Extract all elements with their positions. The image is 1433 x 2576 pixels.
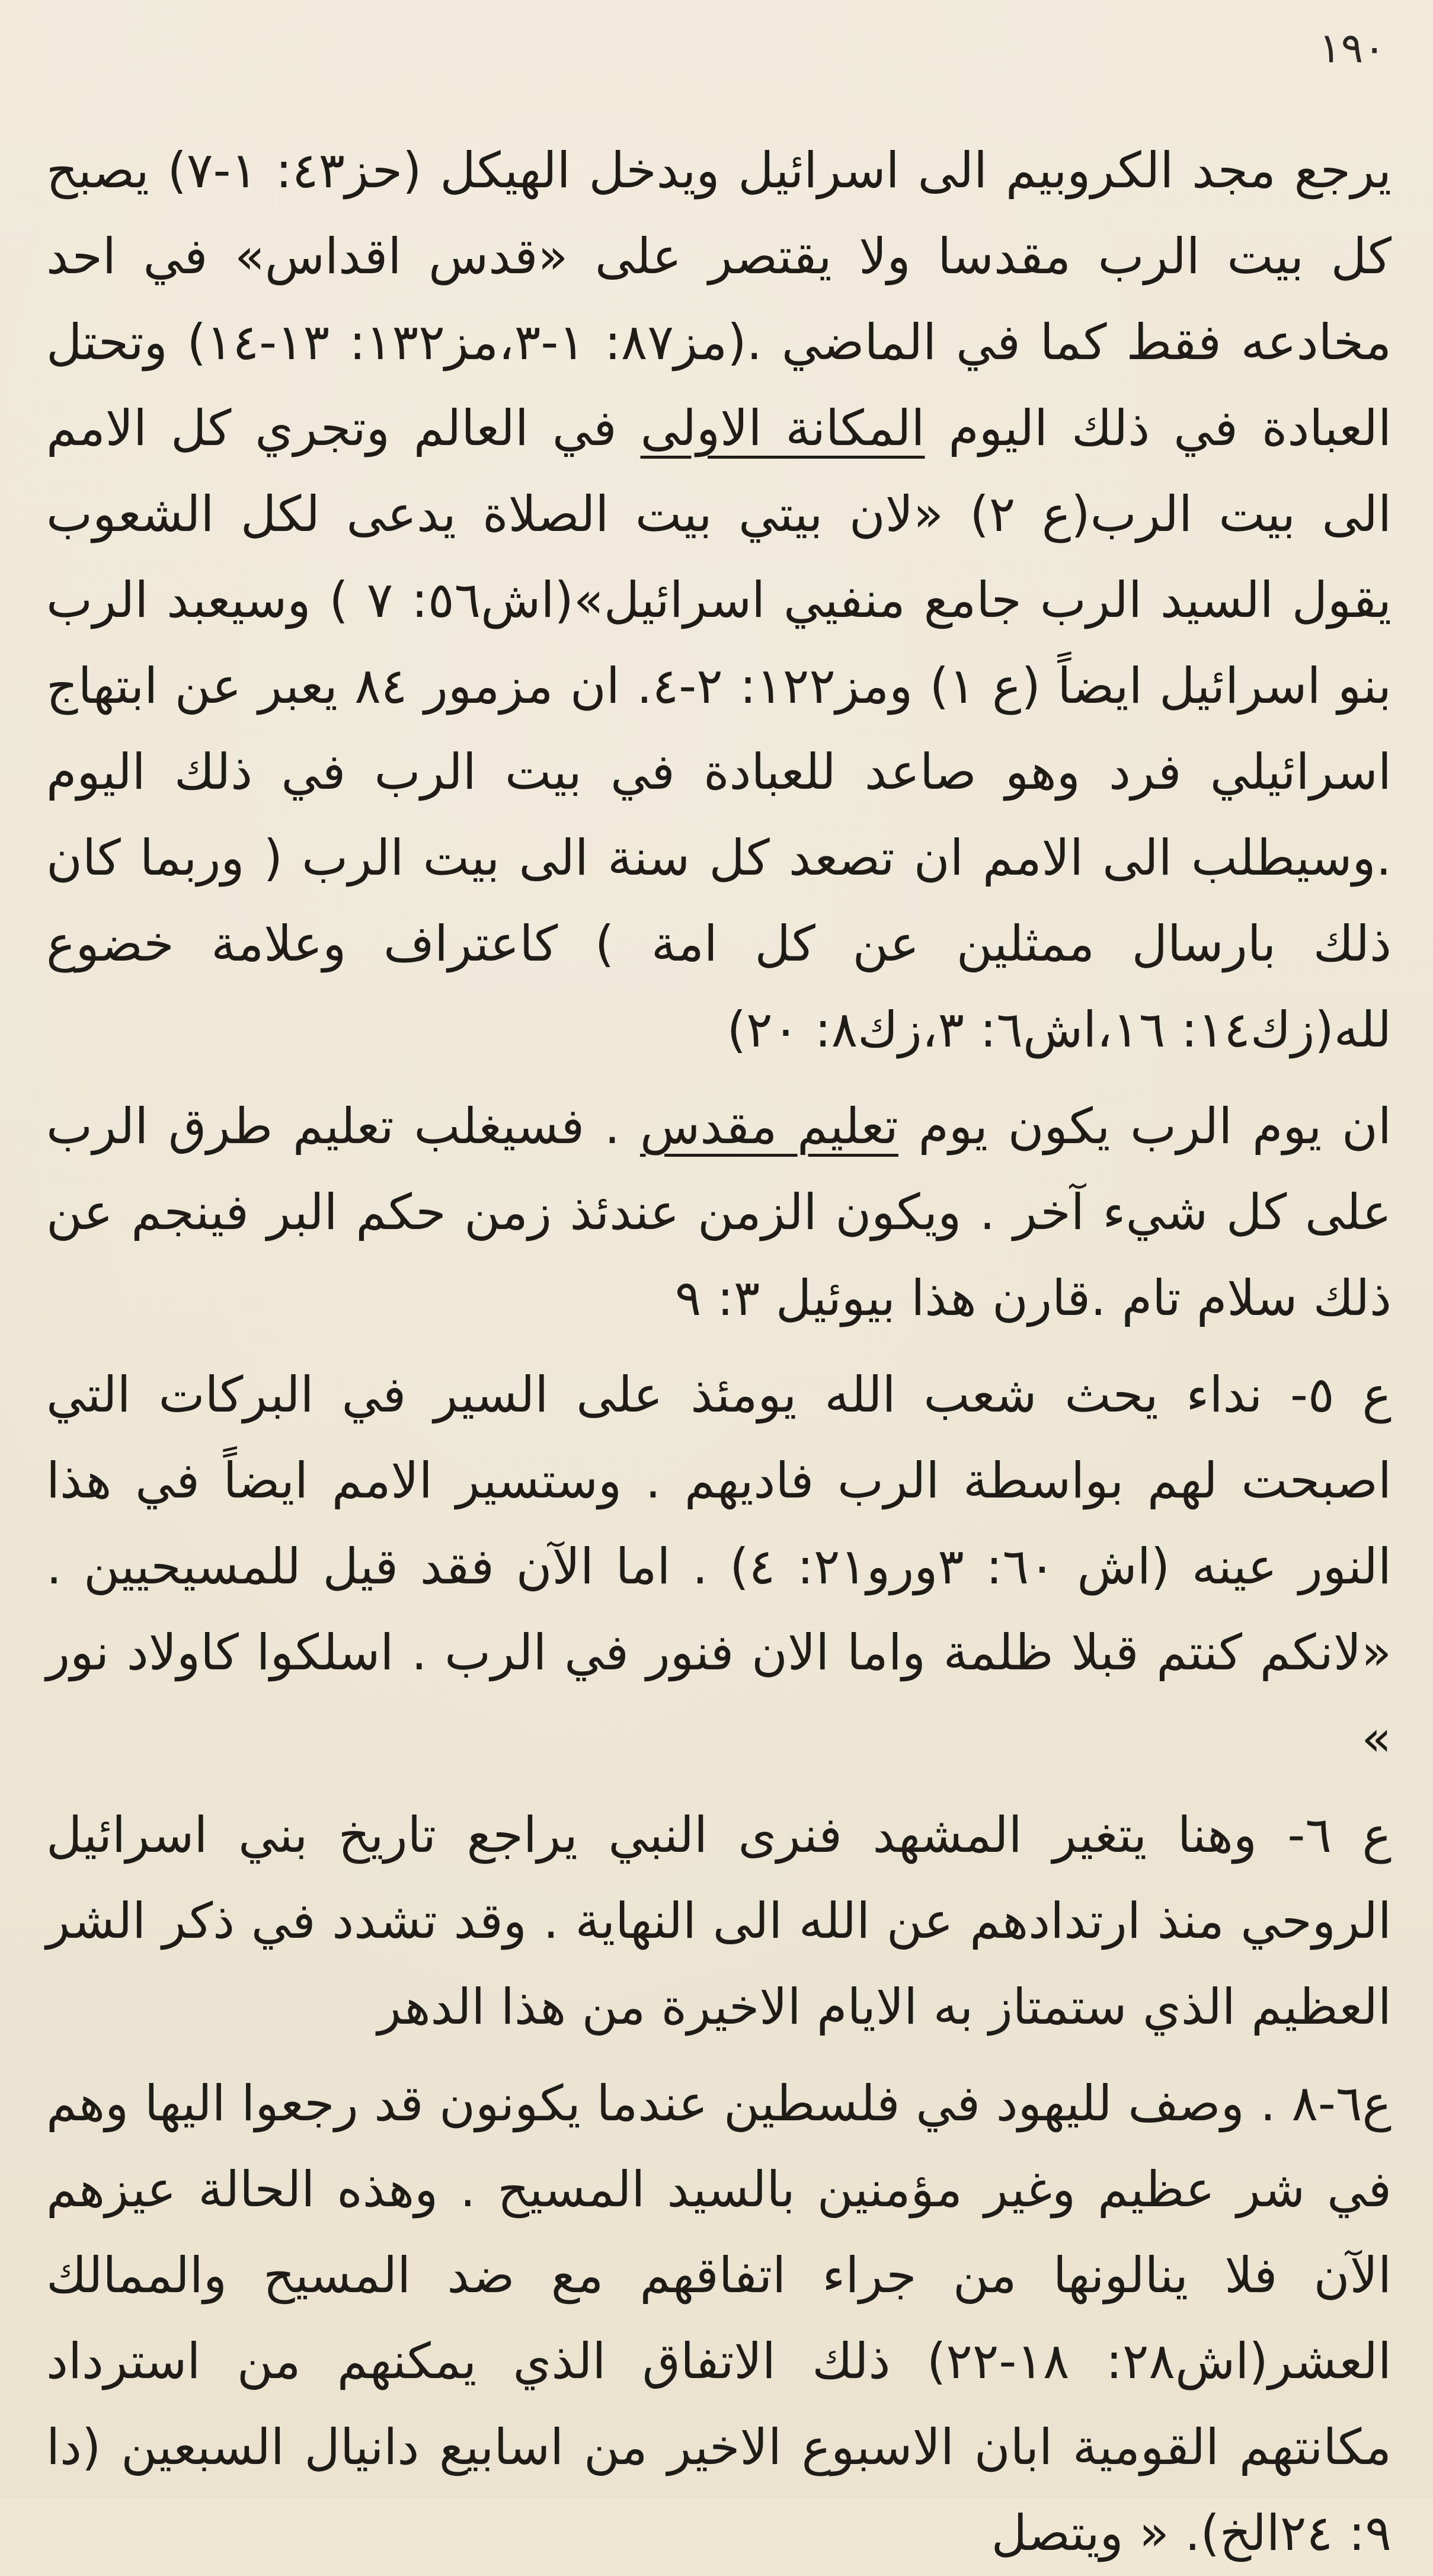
- paragraph-4: [46, 1792, 1392, 2050]
- paragraph-2-rest: . فسيغلب تعليم طرق الرب على كل شيء آخر . ويكون الزمن عندئذ زمن حكم البر فينجم عن ذلك سلام تام .قارن هذا بيوئيل ٣: ٩: [46, 1097, 1392, 1327]
- paragraph-3: [46, 1352, 1392, 1781]
- paragraph-1: [46, 127, 1392, 1073]
- paragraph-4-text: ع ٦- وهنا يتغير المشهد فنرى النبي يراجع تاريخ بني اسرائيل الروحي منذ ارتدادهم عن الله الى النهاية . وقد تشدد في ذكر الشر العظيم الذي ستمتاز به الايام الاخيرة من هذا الدهر: [46, 1806, 1392, 2036]
- paragraph-2: [46, 1083, 1392, 1341]
- paragraph-1-underlined: المكانة الاولى: [640, 399, 925, 457]
- paragraph-5-text: ع٦-٨ . وصف لليهود في فلسطين عندما يكونون قد رجعوا اليها وهم في شر عظيم وغير مؤمنين بالسيد المسيح . وهذه الحالة عيزهم الآن فلا ينالونها من جراء اتفاقهم مع ضد المسيح والممالك العشر(اش٢٨: ١٨-٢٢) ذلك الاتفاق الذي يمكنهم من استرداد مكانتهم القومية ابان الاسبوع الاخير من اسابيع دانيال السبعين (دا ٩: ٢٤الخ). « ويتصل: [46, 2075, 1392, 2562]
- paragraph-2-underlined: تعليم مقدس: [639, 1097, 898, 1155]
- paragraph-5: [46, 2060, 1392, 2576]
- page-body: [46, 127, 1392, 2576]
- paragraph-1-text: يرجع مجد الكروبيم الى اسرائيل ويدخل الهيكل (حز٤٣: ١-٧) يصبح كل بيت الرب مقدسا ولا يقتصر على «قدس اقداس» في احد مخادعه فقط كما في الماضي .(مز٨٧: ١-٣،مز١٣٢: ١٣-١٤) وتحتل العبادة في ذلك اليوم: [46, 142, 1392, 457]
- paragraph-2-lead: ان يوم الرب يكون يوم: [918, 1097, 1392, 1155]
- paragraph-1-rest: في العالم وتجري كل الامم الى بيت الرب(ع ٢) «لان بيتي بيت الصلاة يدعى لكل الشعوب يقول السيد الرب جامع منفيي اسرائيل»(اش٥٦: ٧ ) وسيعبد الرب بنو اسرائيل ايضاً (ع ١) ومز١٢٢: ٢-٤. ان مزمور ٨٤ يعبر عن ابتهاج اسرائيلي فرد وهو صاعد للعبادة في بيت الرب في ذلك اليوم .وسيطلب الى الامم ان تصعد كل سنة الى بيت الرب ( وربما كان ذلك بارسال ممثلين عن كل امة ) كاعتراف وعلامة خضوع لله(زك١٤: ١٦،اش٦: ٣،زك٨: ٢٠): [46, 399, 1392, 1058]
- page-number: ١٩٠: [1319, 24, 1386, 72]
- paragraph-3-text: ع ٥- نداء يحث شعب الله يومئذ على السير في البركات التي اصبحت لهم بواسطة الرب فاديهم . وستسير الامم ايضاً في هذا النور عينه (اش ٦٠: ٣ورو٢١: ٤) . اما الآن فقد قيل للمسيحيين . «لانكم كنتم قبلا ظلمة واما الان فنور في الرب . اسلكوا كاولاد نور »: [46, 1366, 1392, 1767]
